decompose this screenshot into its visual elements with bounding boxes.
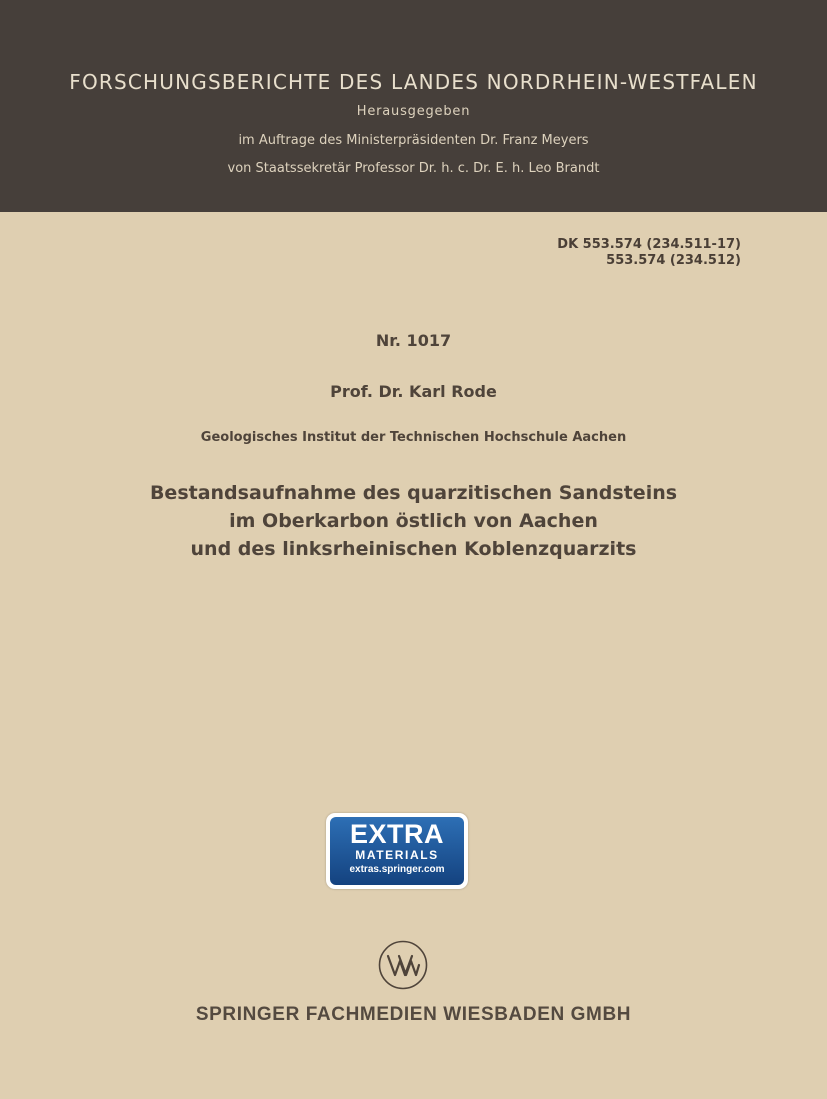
extra-materials-badge[interactable] — [326, 813, 468, 889]
title-line-3: und des linksrheinischen Koblenzquarzits — [190, 538, 637, 560]
series-header — [0, 0, 827, 212]
classification-code — [557, 237, 741, 269]
publisher-name: SPRINGER FACHMEDIEN WIESBADEN GMBH — [195, 1004, 632, 1025]
badge-materials-text: MATERIALS — [355, 848, 439, 862]
author-name: Prof. Dr. Karl Rode — [330, 382, 497, 401]
editor-line-3: von Staatssekretär Professor Dr. h. c. Dr. E. h. Leo Brandt — [227, 161, 600, 176]
badge-panel — [330, 817, 464, 885]
badge-url[interactable]: extras.springer.com — [349, 864, 445, 875]
classification-line-2: 553.574 (234.512) — [606, 253, 741, 268]
badge-extra-text: EXTRA — [349, 819, 444, 849]
title-line-1: Bestandsaufnahme des quarzitischen Sandsteins — [149, 482, 678, 504]
editor-line-1: Herausgegeben — [356, 104, 471, 119]
book-title — [0, 479, 827, 563]
title-line-2: im Oberkarbon östlich von Aachen — [229, 510, 598, 532]
institute-name: Geologisches Institut der Technischen Hochschule Aachen — [200, 430, 627, 445]
series-title: FORSCHUNGSBERICHTE DES LANDES NORDRHEIN-WESTFALEN — [69, 70, 758, 94]
springer-vw-logo-icon — [377, 939, 429, 991]
classification-line-1: DK 553.574 (234.511-17) — [557, 237, 741, 252]
report-number: Nr. 1017 — [375, 331, 452, 350]
editor-line-2: im Auftrage des Ministerpräsidenten Dr. Franz Meyers — [238, 133, 589, 148]
